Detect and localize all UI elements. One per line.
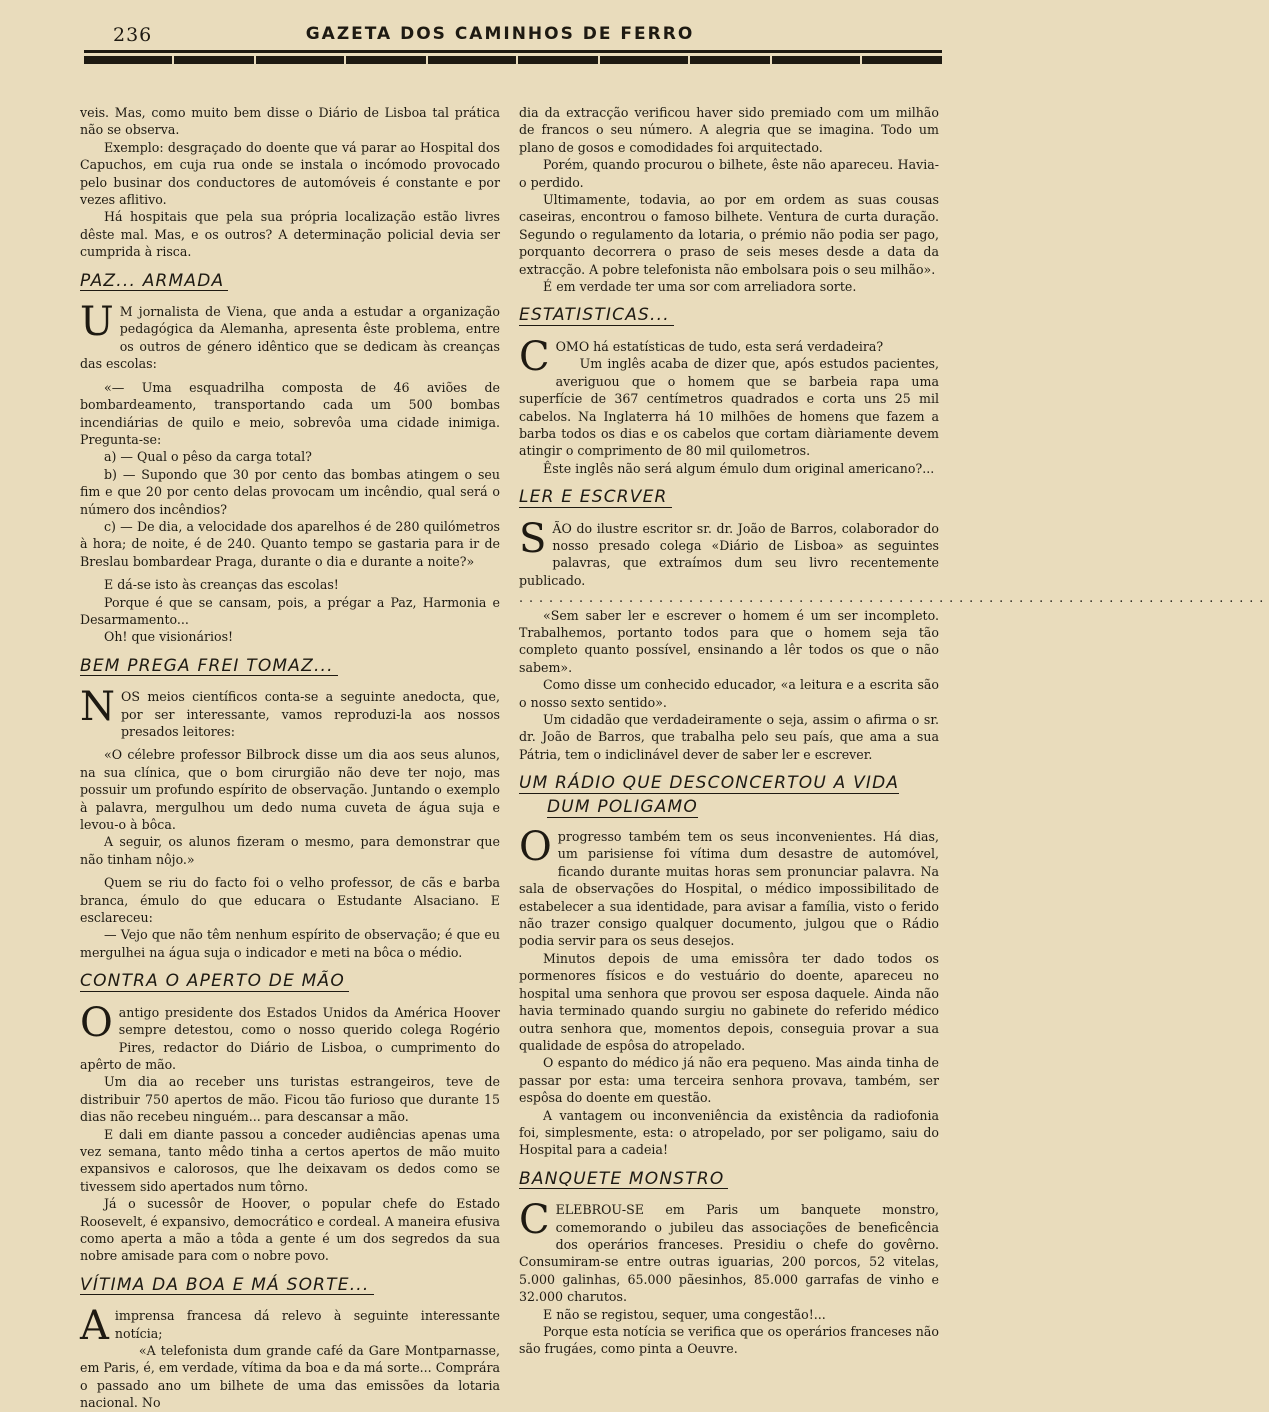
body-paragraph: Porque esta notícia se verifica que os operários franceses não são frugáes, como pinta a Oeuvre. bbox=[519, 1324, 939, 1357]
intro-paragraph: Exemplo: desgraçado do doente que vá parar ao Hospital dos Capuchos, em cuja rua onde se instala o incómodo provocado pelo businar dos conductores de automóveis é constante e por vezes aflitivo. bbox=[80, 139, 500, 208]
heading-banquete: BANQUETE MONSTRO bbox=[519, 1171, 728, 1189]
body-paragraph: Um cidadão que verdadeiramente o seja, assim o afirma o sr. dr. João de Barros, que trabalha pelo seu país, que ama a sua Pátria, tem o indiclinável dever de saber ler e escrever. bbox=[519, 712, 939, 762]
article-lead: Aimprensa francesa dá relevo à seguinte interessante notícia; bbox=[80, 1303, 500, 1350]
heading-radio-line2: DUM POLIGAMO bbox=[547, 796, 698, 817]
body-paragraph: A vantagem ou inconveniência da existência da radiofonia foi, simplesmente, esta: o atropelado, por ser poligamo, saiu do Hospital para a cadeia! bbox=[519, 1107, 939, 1158]
body-paragraph: dia da extracção verificou haver sido premiado com um milhão de francos o seu número. A alegria que se imagina. Todo um plano de gosos e comodidades foi arquitectado. bbox=[519, 105, 939, 155]
body-paragraph: Como disse um conhecido educador, «a leitura e a escrita são o nosso sexto sentido». bbox=[519, 677, 939, 710]
body-paragraph: Um inglês acaba de dizer que, após estudos pacientes, averiguou que o homem que se barbeia rapa uma superfície de 367 centímetros quadrados e corta uns 25 mil cabelos. Na Inglaterra há 10 milhões de homens que fazem a barba todos os dias e os cabelos que cortam diàriamente devem atingir o comprimento de 80 mil quilometros. bbox=[519, 356, 939, 459]
body-paragraph: Um dia ao receber uns turistas estrangeiros, teve de distribuir 750 apertos de mão. Ficou tão furioso que durante 15 dias não recebeu ninguém... para descansar a mão. bbox=[80, 1074, 500, 1125]
article-lead: COMO há estatísticas de tudo, esta será verdadeira? bbox=[519, 333, 884, 380]
dotted-separator: ........................................................................... bbox=[519, 590, 1269, 606]
quote-paragraph: «A telefonista dum grande café da Gare Montparnasse, em Paris, é, em verdade, vítima da boa e da má sorte... Comprára o passado ano um bilhete de uma das emissões da lotaria nacional. No bbox=[80, 1343, 500, 1411]
quote-paragraph: a) — Qual o pêso da carga total? bbox=[104, 449, 312, 465]
drop-cap: U bbox=[80, 299, 114, 346]
heading-bem-prega: BEM PREGA FREI TOMAZ... bbox=[80, 658, 338, 676]
drop-cap: C bbox=[519, 1197, 550, 1244]
article-lead: U M jornalista de Viena, que anda a estudar a organização pedagógica da Alemanha, apresenta êste problema, entre os outros de género idêntico que se dedicam às creanças das escolas: bbox=[80, 299, 500, 372]
heading-contra-aperto: CONTRA O APERTO DE MÃO bbox=[80, 973, 349, 991]
intro-paragraph: veis. Mas, como muito bem disse o Diário de Lisboa tal prática não se observa. bbox=[80, 105, 500, 138]
heading-estatisticas: ESTATISTICAS... bbox=[519, 307, 674, 325]
heading-ler-escrever: LER E ESCRVER bbox=[519, 489, 672, 507]
quote-paragraph: c) — De dia, a velocidade dos aparelhos é de 280 quilómetros à hora; de noite, é de 240. Quanto tempo se gastaria para ir de Breslau bombardear Praga, durante o dia e durante a noite?» bbox=[80, 518, 500, 569]
right-column bbox=[519, 104, 1269, 1358]
body-paragraph: O espanto do médico já não era pequeno. Mas ainda tinha de passar por esta: uma terceira senhora provava, também, ser espôsa do doente em questão. bbox=[519, 1055, 939, 1106]
body-paragraph: Ultimamente, todavia, ao por em ordem as suas cousas caseiras, encontrou o famoso bilhete. Ventura de curta duração. Segundo o regulamento da lotaria, o prémio não podia ser pago, porquanto decorrera o praso de seis meses desde a data da extracção. A pobre telefonista não embolsara pois o seu milhão». bbox=[519, 192, 939, 277]
drop-cap: O bbox=[519, 824, 552, 871]
body-paragraph: E não se registou, sequer, uma congestão!... bbox=[543, 1306, 826, 1322]
quote-paragraph: «O célebre professor Bilbrock disse um dia aos seus alunos, na sua clínica, que o bom cirurgião não deve ter nojo, mas possuir um profundo espírito de observação. Juntando o exemplo à palavra, mergulhou um dedo numa cuveta de água suja e levou-o à bôca. bbox=[80, 747, 500, 833]
body-paragraph: Quem se riu do facto foi o velho professor, de cãs e barba branca, émulo do que educara o Estudante Alsaciano. E esclareceu: bbox=[80, 875, 500, 926]
quote-paragraph: A seguir, os alunos fizeram o mesmo, para demonstrar que não tinham nôjo.» bbox=[80, 834, 500, 867]
heading-vitima: VÍTIMA DA BOA E MÁ SORTE... bbox=[80, 1277, 374, 1295]
body-paragraph: — Vejo que não têm nenhum espírito de observação; é que eu mergulhei na água suja o indicador e meti na bôca o médio. bbox=[80, 927, 500, 960]
article-lead: Oprogresso também tem os seus inconvenientes. Há dias, um parisiense foi vítima dum desastre de automóvel, ficando durante muitas horas sem pronunciar palavra. Na sala de observações do Hospital, o médico impossibilitado de estabelecer a sua identidade, para avisar a família, visto o ferido não trazer consigo qualquer documento, julgou que o Rádio podia servir para os seus desejos. bbox=[519, 824, 939, 949]
header-rule bbox=[84, 50, 942, 53]
body-paragraph: Já o sucessôr de Hoover, o popular chefe do Estado Roosevelt, é expansivo, democrático e cordeal. A maneira efusiva como aperta a mão a tôda a gente é um dos segredos da sua nobre amisade para com o nobre povo. bbox=[80, 1196, 500, 1264]
masthead-title: GAZETA DOS CAMINHOS DE FERRO bbox=[305, 24, 695, 44]
left-column bbox=[80, 104, 500, 1412]
intro-paragraph: Há hospitais que pela sua própria localização estão livres dêste mal. Mas, e os outros? A determinação policial devia ser cumprida à risca. bbox=[80, 209, 500, 260]
body-paragraph: E dá-se isto às creanças das escolas! bbox=[104, 577, 339, 593]
header-ornament-bar bbox=[84, 56, 942, 64]
page-number: 236 bbox=[113, 24, 153, 46]
heading-paz-armada: PAZ... ARMADA bbox=[80, 273, 228, 291]
drop-cap: S bbox=[519, 515, 547, 562]
body-paragraph: É em verdade ter uma sor com arreliadora sorte. bbox=[543, 279, 857, 295]
body-paragraph: Porém, quando procurou o bilhete, êste não apareceu. Havia-o perdido. bbox=[519, 157, 939, 190]
drop-cap: O bbox=[80, 999, 113, 1046]
drop-cap: N bbox=[80, 684, 115, 731]
article-lead: CELEBROU-SE em Paris um banquete monstro, comemorando o jubileu das associações de beneficência dos operários franceses. Presidiu o chefe do govêrno. Consumiram-se entre outras iguarias, 200 porcos, 52 vitelas, 5.000 galinhas, 65.000 pãesinhos, 85.000 garrafas de vinho e 32.000 charutos. bbox=[519, 1197, 939, 1305]
quote-paragraph: «— Uma esquadrilha composta de 46 aviões de bombardeamento, transportando cada um 500 bombas incendiárias de quilo e meio, sobrevôa uma cidade inimiga. Pregunta-se: bbox=[80, 379, 500, 447]
body-paragraph: «Sem saber ler e escrever o homem é um ser incompleto. Trabalhemos, portanto todos para que o homem seja tão completo quanto possível, ensinando a lêr todos os que o não sabem». bbox=[519, 607, 939, 675]
article-lead: SÃO do ilustre escritor sr. dr. João de Barros, colaborador do nosso presado colega «Diário de Lisboa» as seguintes palavras, que extraímos dum seu livro recentemente publicado. bbox=[519, 515, 939, 588]
body-paragraph: Êste inglês não será algum émulo dum original americano?... bbox=[543, 460, 935, 476]
drop-cap: A bbox=[80, 1303, 109, 1350]
body-paragraph: E dali em diante passou a conceder audiências apenas uma vez semana, tanto mêdo tinha a certos apertos de mão muito expansivos e calorosos, que lhe deixavam os dedos como se tivessem sido apertados num tôrno. bbox=[80, 1126, 500, 1194]
article-lead: Oantigo presidente dos Estados Unidos da América Hoover sempre detestou, como o nosso querido colega Rogério Pires, redactor do Diário de Lisboa, o cumprimento do apêrto de mão. bbox=[80, 999, 500, 1072]
body-paragraph: Porque é que se cansam, pois, a prégar a Paz, Harmonia e Desarmamento... bbox=[80, 594, 500, 627]
quote-paragraph: b) — Supondo que 30 por cento das bombas atingem o seu fim e que 20 por cento delas provocam um incêndio, qual será o número dos incêndios? bbox=[80, 466, 500, 517]
body-paragraph: Oh! que visionários! bbox=[104, 629, 234, 645]
drop-cap: C bbox=[519, 333, 550, 380]
article-lead: NOS meios científicos conta-se a seguinte anedocta, que, por ser interessante, vamos reproduzi-la aos nossos presados leitores: bbox=[80, 684, 500, 739]
heading-radio: UM RÁDIO QUE DESCONCERTOU A VIDA bbox=[519, 773, 900, 794]
body-paragraph: Minutos depois de uma emissôra ter dado todos os pormenores físicos e do vestuário do doente, apareceu no hospital uma senhora que provou ser esposa daquele. Ainda não havia terminado quando surgiu no gabinete do referido médico outra senhora que, momentos depois, conseguia provar a sua qualidade de espôsa do atropelado. bbox=[519, 950, 939, 1053]
